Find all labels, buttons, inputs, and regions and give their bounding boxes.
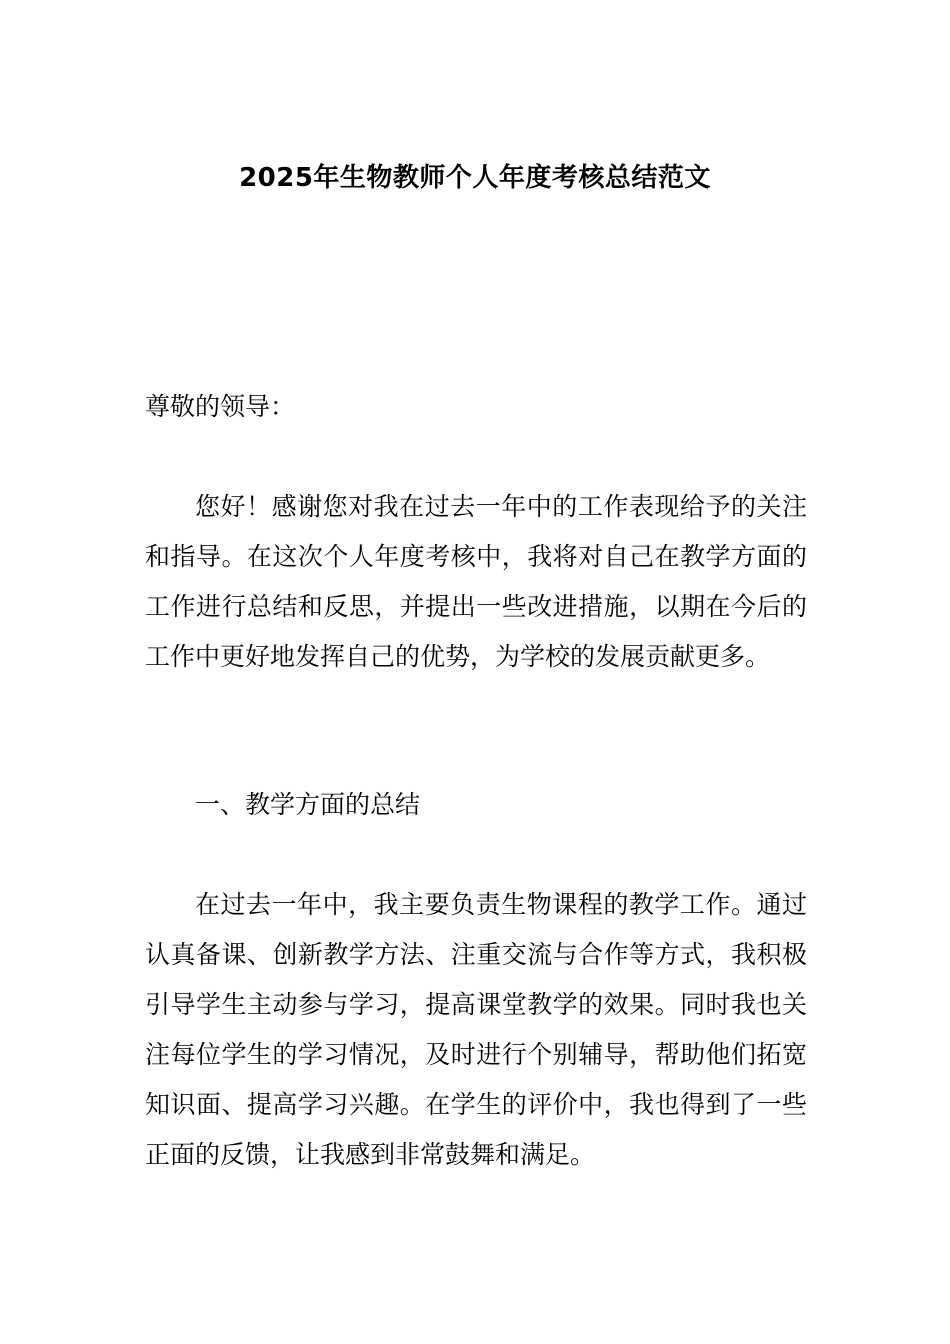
document-title: 2025年生物教师个人年度考核总结范文 <box>239 163 711 193</box>
salutation: 尊敬的领导： <box>145 392 296 421</box>
section-heading-teaching-summary: 一、教学方面的总结 <box>195 790 421 819</box>
paragraph-teaching-summary: 在过去一年中，我主要负责生物课程的教学工作。通过认真备课、创新教学方法、注重交流与合作等方式，我积极引导学生主动参与学习，提高课堂教学的效果。同时我也关注每位学生的学习情况，及时进行个别辅导，帮助他们拓宽知识面、提高学习兴趣。在学生的评价中，我也得到了一些正面的反馈，让我感到非常鼓舞和满足。 <box>145 890 807 1169</box>
paragraph-intro: 您好！感谢您对我在过去一年中的工作表现给予的关注和指导。在这次个人年度考核中，我将对自己在教学方面的工作进行总结和反思，并提出一些改进措施，以期在今后的工作中更好地发挥自己的优势，为学校的发展贡献更多。 <box>145 492 807 671</box>
